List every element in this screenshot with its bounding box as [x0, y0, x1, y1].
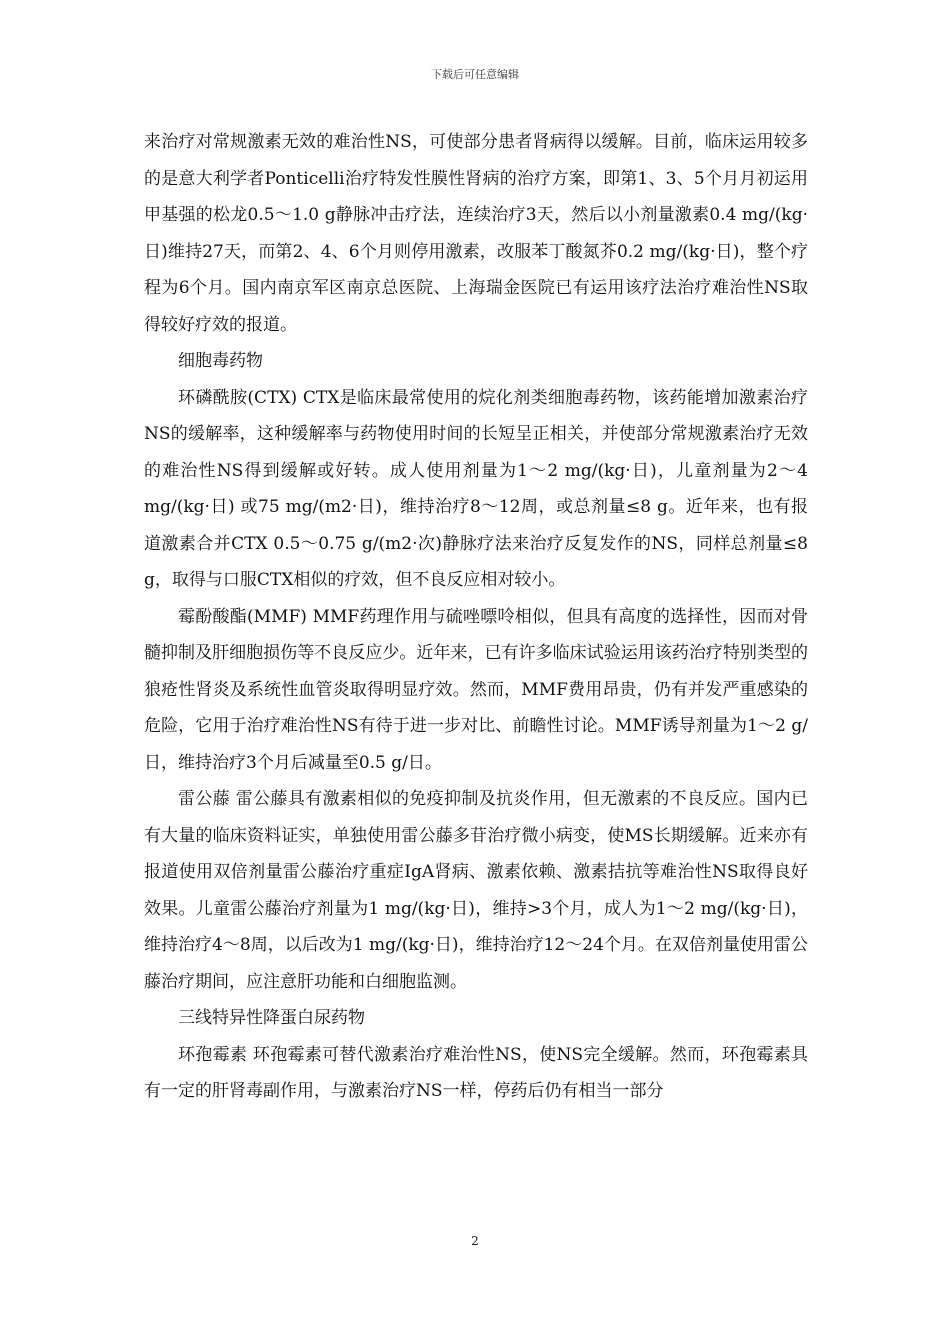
page-header: 下载后可任意编辑: [431, 68, 519, 81]
paragraph-cyclosporine: 环孢霉素 环孢霉素可替代激素治疗难治性NS，使NS完全缓解。然而，环孢霉素具有一定的肝肾毒副作用，与激素治疗NS一样，停药后仍有相当一部分: [144, 1044, 808, 1101]
paragraph-ctx: 环磷酰胺(CTX) CTX是临床最常使用的烷化剂类细胞毒药物，该药能增加激素治疗NS的缓解率，这种缓解率与药物使用时间的长短呈正相关，并使部分常规激素治疗无效的难治性NS得到缓解或好转。成人使用剂量为1～2 mg/(kg·日)，儿童剂量为2～4 mg/(kg·日) 或75 mg/(m2·日)，维持治疗8～12周，或总剂量≤8 g。近年来，也有报道激素合并CTX 0.5～0.75 g/(m2·次)静脉疗法来治疗反复发作的NS，同样总剂量≤8 g，取得与口服CTX相似的疗效，但不良反应相对较小。: [144, 387, 808, 590]
paragraph-mmf: 霉酚酸酯(MMF) MMF药理作用与硫唑嘌呤相似，但具有高度的选择性，因而对骨髓抑制及肝细胞损伤等不良反应少。近年来，已有许多临床试验运用该药治疗特别类型的狼疮性肾炎及系统性血管炎取得明显疗效。然而，MMF费用昂贵，仍有并发严重感染的危险，它用于治疗难治性NS有待于进一步对比、前瞻性讨论。MMF诱导剂量为1～2 g/日，维持治疗3个月后减量至0.5 g/日。: [144, 606, 808, 773]
paragraph-tripterygium: 雷公藤 雷公藤具有激素相似的免疫抑制及抗炎作用，但无激素的不良反应。国内已有大量的临床资料证实，单独使用雷公藤多苷治疗微小病变，使MS长期缓解。近来亦有报道使用双倍剂量雷公藤治疗重症IgA肾病、激素依赖、激素拮抗等难治性NS取得良好效果。儿童雷公藤治疗剂量为1 mg/(kg·日)，维持>3个月，成人为1～2 mg/(kg·日)，维持治疗4～8周，以后改为1 mg/(kg·日)，维持治疗12～24个月。在双倍剂量使用雷公藤治疗期间，应注意肝功能和白细胞监测。: [144, 789, 808, 992]
paragraph-continuation: 来治疗对常规激素无效的难治性NS，可使部分患者肾病得以缓解。目前，临床运用较多的是意大利学者Ponticelli治疗特发性膜性肾病的治疗方案，即第1、3、5个月月初运用甲基强的松龙0.5～1.0 g静脉冲击疗法，连续治疗3天，然后以小剂量激素0.4 mg/(kg·日)维持27天，而第2、4、6个月则停用激素，改服苯丁酸氮芥0.2 mg/(kg·日)，整个疗程为6个月。国内南京军区南京总医院、上海瑞金医院已有运用该疗法治疗难治性NS取得较好疗效的报道。: [144, 132, 808, 335]
document-body: [144, 124, 808, 1110]
page-number: 2: [471, 1234, 479, 1248]
section-heading-third-line: 三线特异性降蛋白尿药物: [178, 1008, 365, 1028]
section-heading-cytotoxic: 细胞毒药物: [178, 351, 263, 371]
